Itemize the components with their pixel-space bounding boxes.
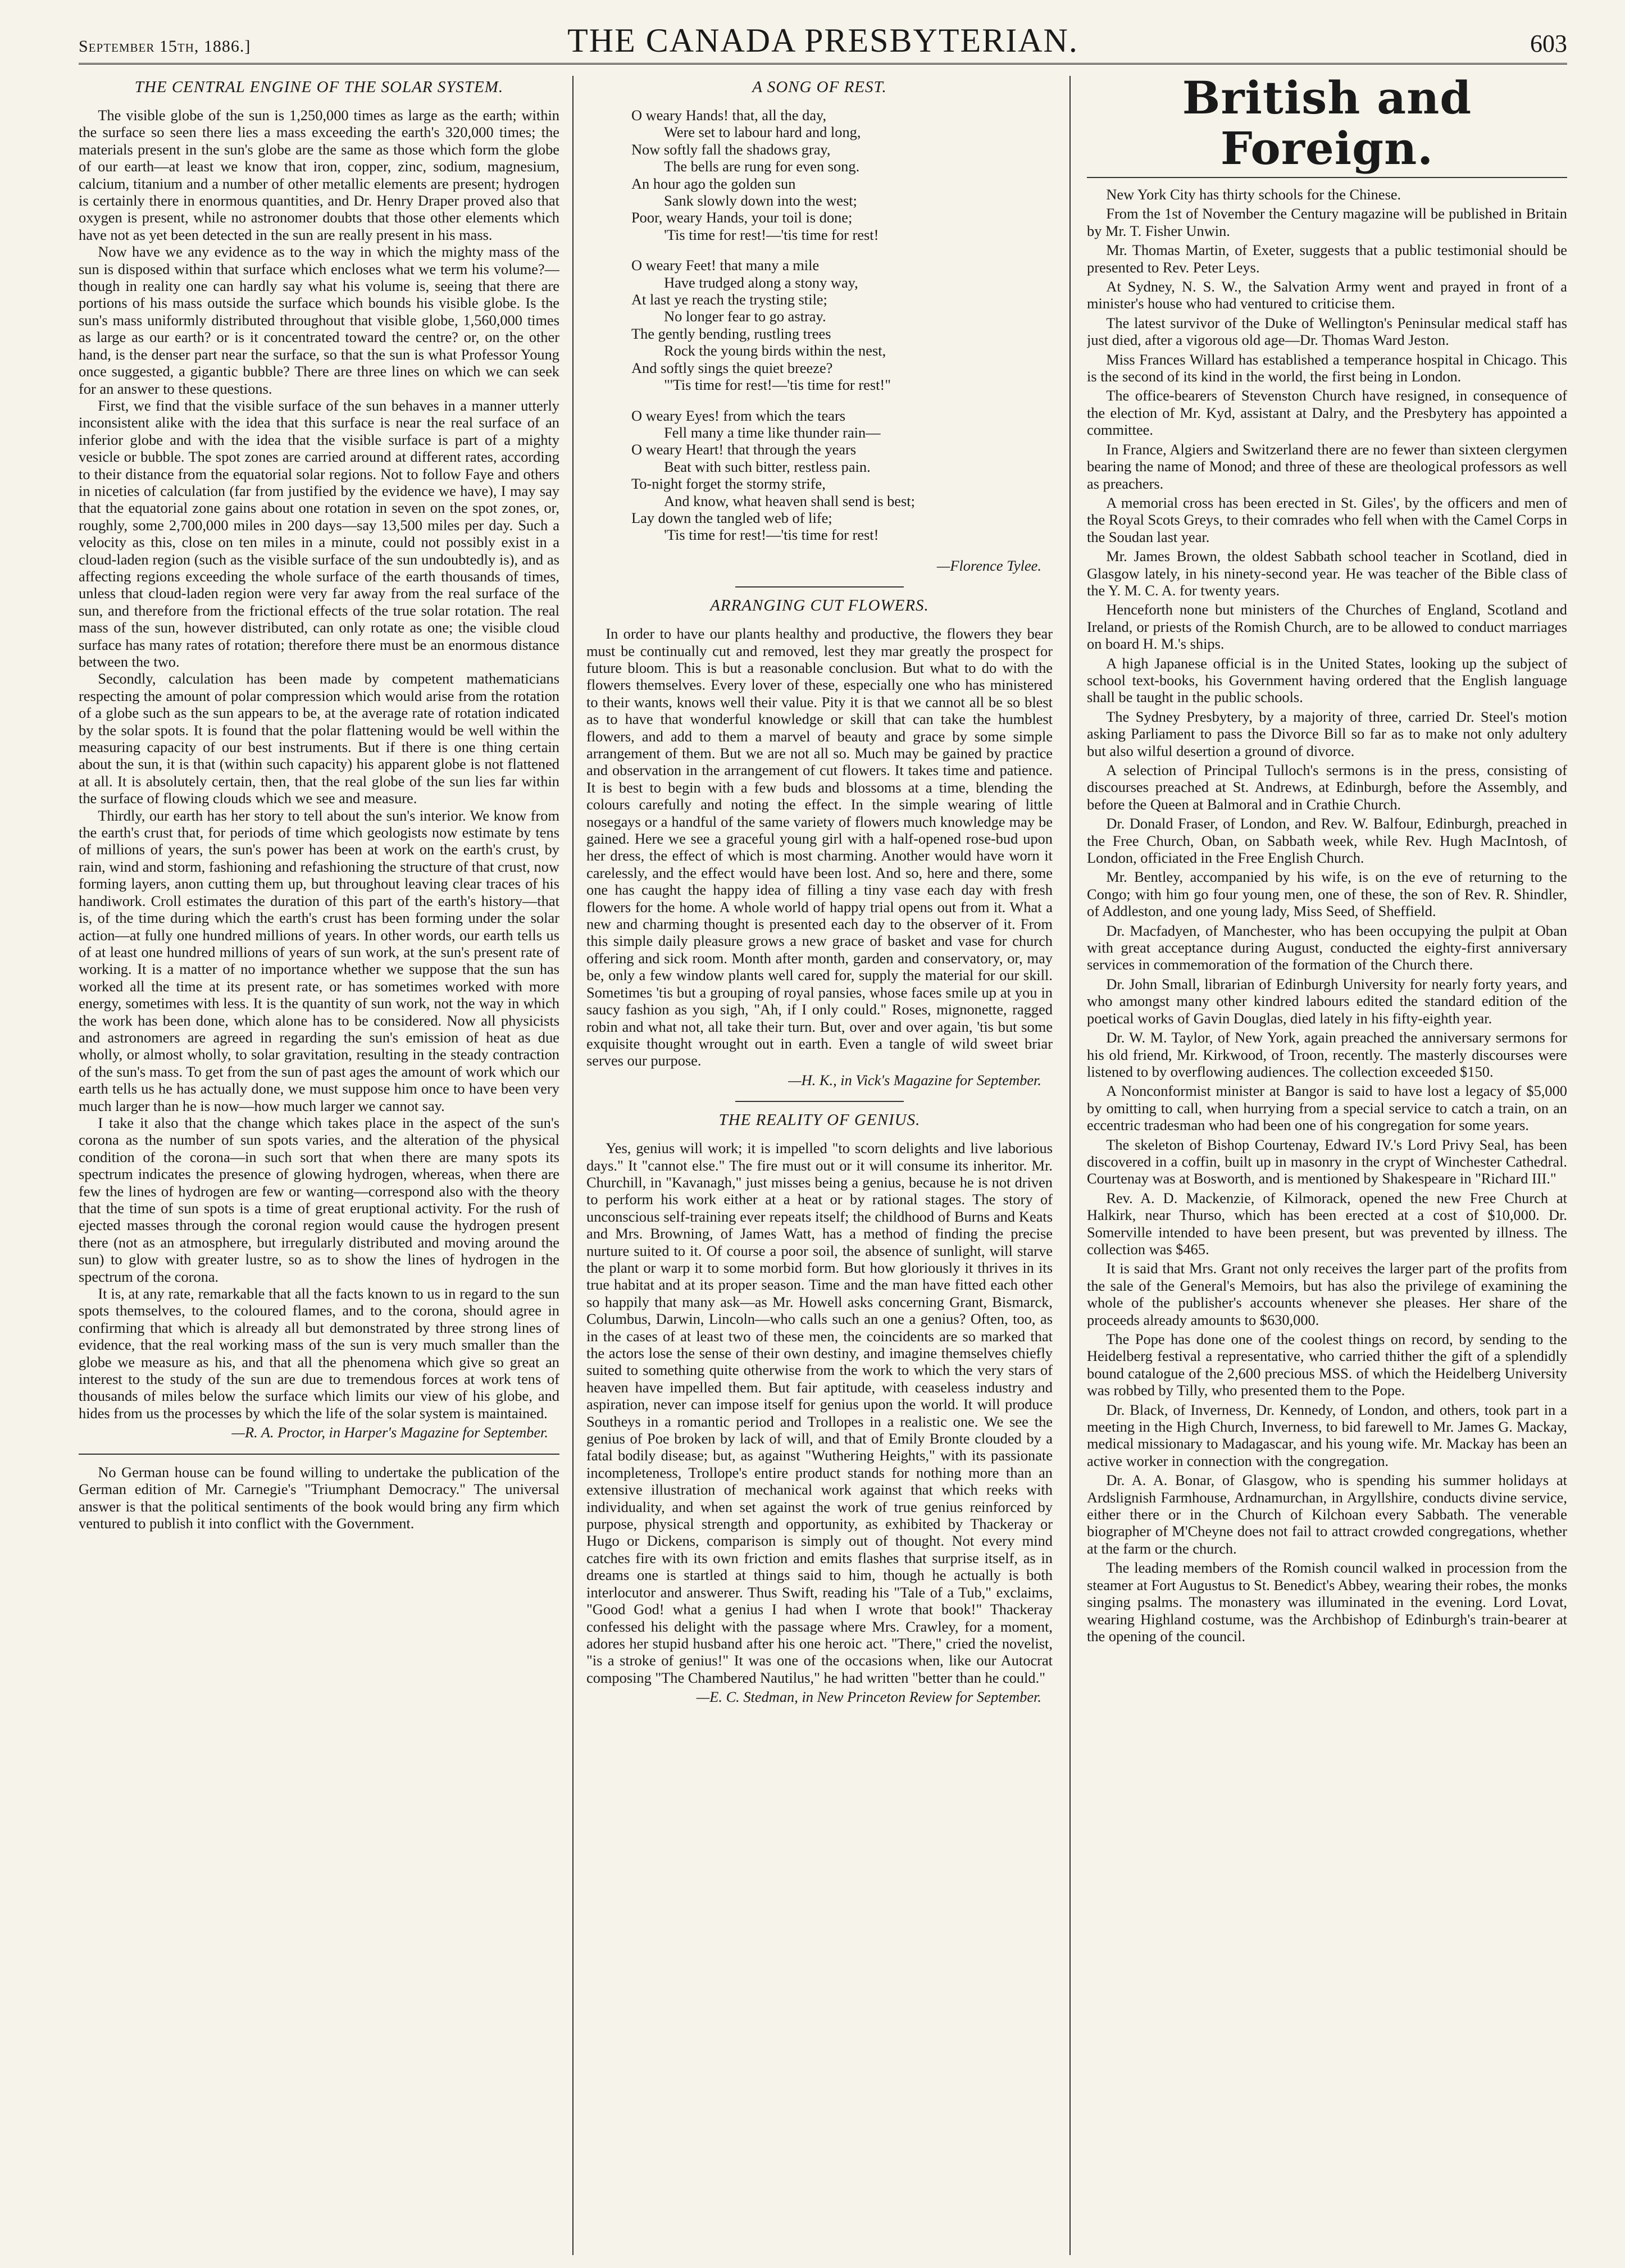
poem-line: At last ye reach the trysting stile; (631, 291, 827, 308)
article-heading-flowers: ARRANGING CUT FLOWERS. (710, 596, 929, 615)
poem-title: A SONG OF REST. (752, 78, 887, 96)
poem-line: Now softly fall the shadows gray, (631, 140, 831, 158)
newspaper-title: THE CANADA PRESBYTERIAN. (567, 22, 1078, 59)
news-item: Miss Frances Willard has established a temperance hospital in Chicago. This is the second of its kind in the world, the first being in London. (1087, 350, 1567, 385)
column-divider (1069, 76, 1071, 2255)
poem-line: To-night forget the stormy strife, (631, 475, 826, 493)
poem-line: 'Tis time for rest!—'tis time for rest! (664, 526, 879, 544)
article-paragraph: Yes, genius will work; it is impelled "to scorn delights and live laborious days." It "cannot else." The fire must out or it will consume its inheritor. Mr. Churchill, in "Kavanagh," just misses being a genius, because he is not driven to perform his work either at a heat or by rational stages. The story of unconscious self-training ever repeats itself; the childhood of Burns and Keats and Mrs. Browning, of James Watt, has a method of finding the precise nurture suited to it. Of course a poor soil, the absence of sunlight, will starve the plant or warp it to some morbid form. But how gloriously it thrives in its true habitat and at its proper season. Time and the man have fitted each other so happily that many ask—as Mr. Howell asks concerning Grant, Bismarck, Columbus, Darwin, Lincoln—who calls such an one a genius? Often, too, as in the cases of at least two of these men, the coincidents are so marked that the actors lose the sense of their own destiny, and imagine themselves chiefly suited to something quite otherwise from the work to which the very stars of heaven have impelled them. But fair aptitude, with ceaseless industry and aspiration, never can impose itself for genius upon the world. It will produce Southeys in a romantic period and Trollopes in a realistic one. We see the genius of Poe broken by lack of will, and that of Emily Bronte clouded by a fatal bodily disease; but, as against "Wuthering Heights," with its passionate incompleteness, Trollope's entire product stands for nothing more than an extensive illustration of mechanical work against that which reeks with individuality, and when set against the work of true genius reinforced by purpose, physical strength and opportunity, as exhibited by Thackeray or Hugo or Dickens, comparison is simply out of thought. Not every mind catches fire with its own friction and emits flashes that surprise itself, as in dreams one is startled at things said to him, though he actually is both interlocutor and answerer. Thus Swift, reading his "Tale of a Tub," exclaims, "Good God! what a genius I had when I wrote that book!" Thackeray confessed his delight with the passage where Mrs. Crawley, for a moment, adores her stupid husband after his one heroic act. "There," cried the novelist, "is a stroke of genius!" It was one of the occasions when, like our Autocrat composing "The Chambered Nautilus," he had written "better than he could." (586, 1140, 1053, 1686)
news-item: The Sydney Presbytery, by a majority of three, carried Dr. Steel's motion asking Parliament to pass the Divorce Bill so far as to make not only adultery but also wilful desertion a ground of divorce. (1087, 708, 1567, 759)
article-source: —H. K., in Vick's Magazine for September. (788, 1071, 1041, 1089)
poem-line: "'Tis time for rest!—'tis time for rest!" (664, 376, 891, 394)
poem-stanza (631, 257, 1053, 393)
section-rule (1087, 177, 1567, 178)
column-left (79, 76, 559, 2255)
column-divider (572, 76, 573, 2255)
poem-line: O weary Hands! that, all the day, (631, 107, 827, 124)
poem-stanza (631, 407, 1053, 544)
section-rule (735, 586, 904, 588)
news-item: New York City has thirty schools for the Chinese. (1106, 186, 1401, 203)
poem-stanza (631, 107, 1053, 243)
article-paragraph: The visible globe of the sun is 1,250,000 times as large as the earth; within the surface so seen there lies a mass exceeding the earth's 320,000 times; the materials present in the sun's globe are the same as those which form the globe of our earth—at least we know that iron, copper, zinc, sodium, magnesium, calcium, titanium and a number of other metallic elements are present; hydrogen is certainly there in enormous quantities, and Dr. Henry Draper proved also that oxygen is present, while no astronomer doubts that those other elements which have not as yet been detected in the sun are really present in his mass. (79, 107, 559, 243)
page-number: 603 (1530, 30, 1567, 57)
news-item: Mr. Thomas Martin, of Exeter, suggests that a public testimonial should be presented to Rev. Peter Leys. (1087, 242, 1567, 276)
poem-line: Poor, weary Hands, your toil is done; (631, 209, 853, 226)
article-paragraph: It is, at any rate, remarkable that all the facts known to us in regard to the sun spots themselves, to the coloured flames, and to the corona, should agree in confirming that which is already all but demonstrated by three strong lines of evidence, that the real working mass of the sun is very much smaller than the globe we measure as his, and that all the phenomena which give so great an interest to the study of the sun are due to tremendous forces at work tens of thousands of miles below the surface which limits our view of his globe, and hides from us the processes by which the life of the solar system is maintained. (79, 1285, 559, 1422)
poem-line: O weary Eyes! from which the tears (631, 407, 846, 424)
poem-line: Beat with such bitter, restless pain. (664, 458, 871, 475)
poem-author: —Florence Tylee. (936, 557, 1041, 574)
section-rule (79, 1454, 559, 1455)
article-heading-solar: THE CENTRAL ENGINE OF THE SOLAR SYSTEM. (134, 78, 504, 96)
poem-line: The bells are rung for even song. (664, 158, 860, 175)
news-item: The leading members of the Romish council walked in procession from the steamer at Fort Augustus to St. Benedict's Abbey, wearing their robes, the monks singing psalms. The monastery was illuminated in the evening. Lord Lovat, wearing Highland costume, was the Archbishop of Edinburgh's train-bearer at the opening of the council. (1087, 1559, 1567, 1645)
poem-line: O weary Heart! that through the years (631, 441, 857, 458)
poem (631, 107, 1053, 574)
news-item: The latest survivor of the Duke of Wellington's Peninsular medical staff has just died, after a vigorous old age—Dr. Thomas Ward Jeston. (1087, 314, 1567, 349)
news-item: Dr. W. M. Taylor, of New York, again preached the anniversary sermons for his old friend, Mr. Kirkwood, of Troon, recently. The masterly discourses were listened to by overflowing audiences. The collection exceeded $150. (1087, 1029, 1567, 1080)
poem-line: Fell many a time like thunder rain— (664, 423, 881, 441)
article-paragraph: In order to have our plants healthy and productive, the flowers they bear must be continually cut and removed, lest they mar greatly the prospect for future bloom. This is but a reasonable conclusion. But what to do with the flowers themselves. Every lover of these, especially one who has ministered to their wants, knows well their value. Pity it is that we cannot all be so blest as to have that wonderful knowledge or skill that can take the humblest flowers, and add to them a marvel of beauty and grace by some simple arrangement of them. But we are not all so. Much may be gained by practice and observation in the arrangement of cut flowers. It takes time and patience. It is best to begin with a few buds and blossoms at a time, blending the colours carefully and noting the effect. In the simple wearing of little nosegays or a handful of the same variety of flowers much knowledge may be gained. Here we see a graceful young girl with a half-opened rose-bud upon her dress, the effect of which is most charming. Another would have worn it carelessly, and the effect would have been lost. And so, here and there, some one has caught the happy idea of filling a tiny vase each day with fresh flowers for the home. A whole world of happy trial opens out from it. What a new and charming thought is presented each day to the observer of it. From this simple daily pleasure grows a new grace of basket and vase for church offering and sick room. Month after month, garden and conservatory, or, may be, only a few window plants well cared for, supply the material for our skill. Sometimes 'tis but a grouping of royal pansies, whose faces smile up at you in saucy fashion as you sigh, "Ah, if I only could." Roses, mignonette, ragged robin and what not, all take their turn. But, over and over again, 'tis but some exquisite thought wrought out in earth. Even a tangle of wild sweet briar serves our purpose. (586, 625, 1053, 1069)
header-rule (79, 63, 1567, 65)
poem-line: And know, what heaven shall send is best; (664, 492, 915, 509)
news-note: No German house can be found willing to undertake the publication of the German edition of Mr. Carnegie's "Triumphant Democracy." The universal answer is that the political sentiments of the book would bring any firm which ventured to publish it into conflict with the Government. (79, 1463, 559, 1532)
news-item: Dr. John Small, librarian of Edinburgh University for nearly forty years, and who amongst many other kindred labours edited the standard edition of the poetical works of Gavin Douglas, died lately in his fifty-eighth year. (1087, 975, 1567, 1027)
article-paragraph: Secondly, calculation has been made by competent mathematicians respecting the amount of polar compression which would arise from the rotation of a globe such as the sun appears to be, at the average rate of rotation indicated by the solar spots. It is found that the polar flattening would be well within the measuring capacity of our best instruments. But if there is one thing certain about the sun, it is that (within such capacity) his apparent globe is not flattened at all. It is absolutely certain, then, that the real globe of the sun lies far within the surface of flowing clouds which we see and measure. (79, 670, 559, 807)
news-item: The office-bearers of Stevenston Church have resigned, in consequence of the election of Mr. Kyd, assistant at Dalry, and the Presbytery has appointed a committee. (1087, 387, 1567, 439)
poem-line: Have trudged along a stony way, (664, 274, 858, 291)
poem-line: Sank slowly down into the west; (664, 192, 857, 210)
poem-line: 'Tis time for rest!—'tis time for rest! (664, 226, 879, 243)
article-heading-genius: THE REALITY OF GENIUS. (718, 1111, 921, 1130)
issue-date: September 15th, 1886.] (79, 37, 251, 56)
poem-line: An hour ago the golden sun (631, 175, 796, 192)
masthead (79, 17, 1567, 62)
poem-line: And softly sings the quiet breeze? (631, 359, 833, 376)
news-item: A Nonconformist minister at Bangor is said to have lost a legacy of $5,000 by omitting to call, when hurrying from a special service to catch a train, on an eccentric tradesman who had been one of his congregation for some years. (1087, 1082, 1567, 1134)
news-item: Mr. James Brown, the oldest Sabbath school teacher in Scotland, died in Glasgow lately, in his ninety-second year. He was teacher of the Bible class of the Y. M. C. A. for twenty years. (1087, 548, 1567, 599)
poem-line: The gently bending, rustling trees (631, 325, 831, 342)
news-item: Dr. Black, of Inverness, Dr. Kennedy, of London, and others, took part in a meeting in the High Church, Inverness, to bid farewell to Mr. James G. Mackay, medical missionary to Madagascar, and his young wife. Mr. Mackay has been an active worker in connection with the congregation. (1087, 1401, 1567, 1469)
poem-line: O weary Feet! that many a mile (631, 257, 820, 274)
news-item: A memorial cross has been erected in St. Giles', by the officers and men of the Royal Scots Greys, to their comrades who fell when with the Camel Corps in the Soudan last year. (1087, 494, 1567, 545)
column-right (1087, 76, 1567, 2255)
news-item: From the 1st of November the Century magazine will be published in Britain by Mr. T. Fisher Unwin. (1087, 205, 1567, 239)
column-middle (586, 76, 1053, 2255)
news-item: It is said that Mrs. Grant not only receives the larger part of the profits from the sale of the General's Memoirs, but has also the privilege of examining the whole of the publisher's accounts whenever she pleases. Her share of the proceeds already amounts to $630,000. (1087, 1260, 1567, 1328)
poem-line: Lay down the tangled web of life; (631, 509, 832, 526)
news-item: At Sydney, N. S. W., the Salvation Army went and prayed in front of a minister's house who had ventured to criticise them. (1087, 278, 1567, 312)
news-item: Dr. A. A. Bonar, of Glasgow, who is spending his summer holidays at Ardslignish Farmhouse, Ardnamurchan, in Argyllshire, conducts divine service, either there or in the Church of Kilchoan every Sabbath. The venerable biographer of M'Cheyne does not fail to attract crowded congregations, whether at the farm or the church. (1087, 1472, 1567, 1557)
news-item: A selection of Principal Tulloch's sermons is in the press, consisting of discourses preached at St. Andrews, at Edinburgh, before the Assembly, and before the Queen at Balmoral and in Crathie Church. (1087, 762, 1567, 813)
news-item: The Pope has done one of the coolest things on record, by sending to the Heidelberg festival a representative, who carried thither the gift of a splendidly bound catalogue of the 2,600 precious MSS. of which the Heidelberg University was robbed by Tilly, who presented them to the Pope. (1087, 1331, 1567, 1399)
poem-line: Rock the young birds within the nest, (664, 342, 886, 359)
news-item: The skeleton of Bishop Courtenay, Edward IV.'s Lord Privy Seal, has been discovered in a coffin, built up in masonry in the crypt of Winchester Cathedral. Courtenay was at Bosworth, and is mentioned by Shakespeare in "Richard III." (1087, 1136, 1567, 1187)
article-paragraph: First, we find that the visible surface of the sun behaves in a manner utterly inconsistent alike with the idea that this surface is near the real surface of an inferior globe and with the idea that the visible surface is part of a mighty vesicle or bubble. The spot zones are carried around at different rates, according to their distance from the equatorial solar regions. Not to follow Faye and others in niceties of calculation (far from justified by the evidence we have), I may say that the equatorial zone gains about one rotation in seven on the spot zones, or, roughly, some 2,700,000 miles in 200 days—say 13,500 miles per day. Such a velocity as this, close on ten miles in a minute, could not possibly exist in a cloud-laden region (such as the visible surface of the sun undoubtedly is), and as affecting regions exceeding the whole surface of the earth thousands of times, unless that cloud-laden region were very far away from the real surface of the sun, and therefore from the frictional effects of the true solar rotation. The real mass of the sun, however distributed, can only rotate as one; the visible cloud surface has many rates of rotation; therefore there must be an enormous distance between the two. (79, 397, 559, 670)
section-heading-british-foreign: British and Foreign. (1182, 76, 1472, 175)
poem-line: Were set to labour hard and long, (664, 124, 861, 141)
news-item: Henceforth none but ministers of the Churches of England, Scotland and Ireland, or priests of the Romish Church, are to be allowed to conduct marriages on board H. M.'s ships. (1087, 601, 1567, 653)
article-paragraph: I take it also that the change which takes place in the aspect of the sun's corona as the number of sun spots varies, and the alteration of the physical condition of the corona—in such sort that when there are many spots its spectrum indicates the presence of glowing hydrogen, whereas, when there are few the lines of hydrogen are few or wanting—correspond also with the theory that the time of sun spots is a time of great eruptional activity. For the rush of ejected masses through the coronal region would cause the hydrogen present there (not as an atmosphere, but irregularly distributed and moving around the sun) to glow with greater lustre, so as to show the lines of hydrogen in the spectrum of the corona. (79, 1114, 559, 1285)
section-rule (735, 1101, 904, 1102)
news-item: Rev. A. D. Mackenzie, of Kilmorack, opened the new Free Church at Halkirk, near Thurso, which has been erected at a cost of $10,000. Dr. Somerville intended to have been present, but was prevented by illness. The collection was $465. (1087, 1189, 1567, 1258)
news-item: Dr. Macfadyen, of Manchester, who has been occupying the pulpit at Oban with great acceptance during August, conducted the eighty-first anniversary services in commemoration of the formation of the Church there. (1087, 922, 1567, 973)
poem-line: No longer fear to go astray. (664, 308, 826, 325)
news-item: A high Japanese official is in the United States, looking up the subject of school text-books, his Government having ordered that the English language shall be taught in the public schools. (1087, 654, 1567, 706)
article-source: —E. C. Stedman, in New Princeton Review for September. (696, 1688, 1041, 1706)
article-paragraph: Thirdly, our earth has her story to tell about the sun's interior. We know from the earth's crust that, for periods of time which geologists now estimate by tens of millions of years, the sun's power has been at work on the earth's crust, by rain, wind and storm, fashioning and refashioning the structure of that crust, now forming layers, anon cutting them up, but throughout leaving clear traces of his handiwork. Croll estimates the duration of this part of the earth's history—that is, of the time during which the earth's crust has been forming under the solar action—at fully one hundred millions of years. In other words, our earth tells us of at least one hundred millions of years of sun work, at the sun's present rate of working. It is a matter of no importance whether we suppose that the sun has worked all the time at its present rate, or has sometimes worked with more energy, sometimes with less. It is the quantity of sun work, not the way in which the work has been done, which alone has to be considered. Now all physicists and astronomers are agreed in regarding the sun's emission of heat as due wholly, or almost wholly, to solar gravitation, resulting in the steady contraction of the sun's mass. To get from the sun of past ages the amount of work which our earth tells us he has actually done, we must suppose him once to have been very much larger than he is now—how much larger we cannot say. (79, 807, 559, 1114)
news-item: Dr. Donald Fraser, of London, and Rev. W. Balfour, Edinburgh, preached in the Free Church, Oban, on Sabbath week, while Rev. Hugh MacIntosh, of London, officiated in the Free English Church. (1087, 815, 1567, 867)
news-item: In France, Algiers and Switzerland there are no fewer than sixteen clergymen bearing the name of Monod; and three of these are theological professors as well as preachers. (1087, 440, 1567, 492)
news-item: Mr. Bentley, accompanied by his wife, is on the eve of returning to the Congo; with him go four young men, one of these, the son of Rev. R. Shindler, of Addleston, and one young lady, Miss Seed, of Sheffield. (1087, 868, 1567, 920)
article-source: —R. A. Proctor, in Harper's Magazine for September. (231, 1424, 548, 1441)
news-items-list (1087, 186, 1567, 1645)
article-paragraph: Now have we any evidence as to the way in which the mighty mass of the sun is disposed within that surface which encloses what we term his volume?—though in reality one can hardly say what his volume is, seeing that there are portions of his mass outside the surface which bounds his visible globe. Is the sun's mass uniformly distributed throughout that visible globe, 1,560,000 times as large as our earth? or is it concentrated toward the centre? or, on the other hand, is the denser part near the surface, so that the sun is what Professor Young once suggested, a gigantic bubble? There are three lines on which we can seek for an answer to these questions. (79, 243, 559, 397)
